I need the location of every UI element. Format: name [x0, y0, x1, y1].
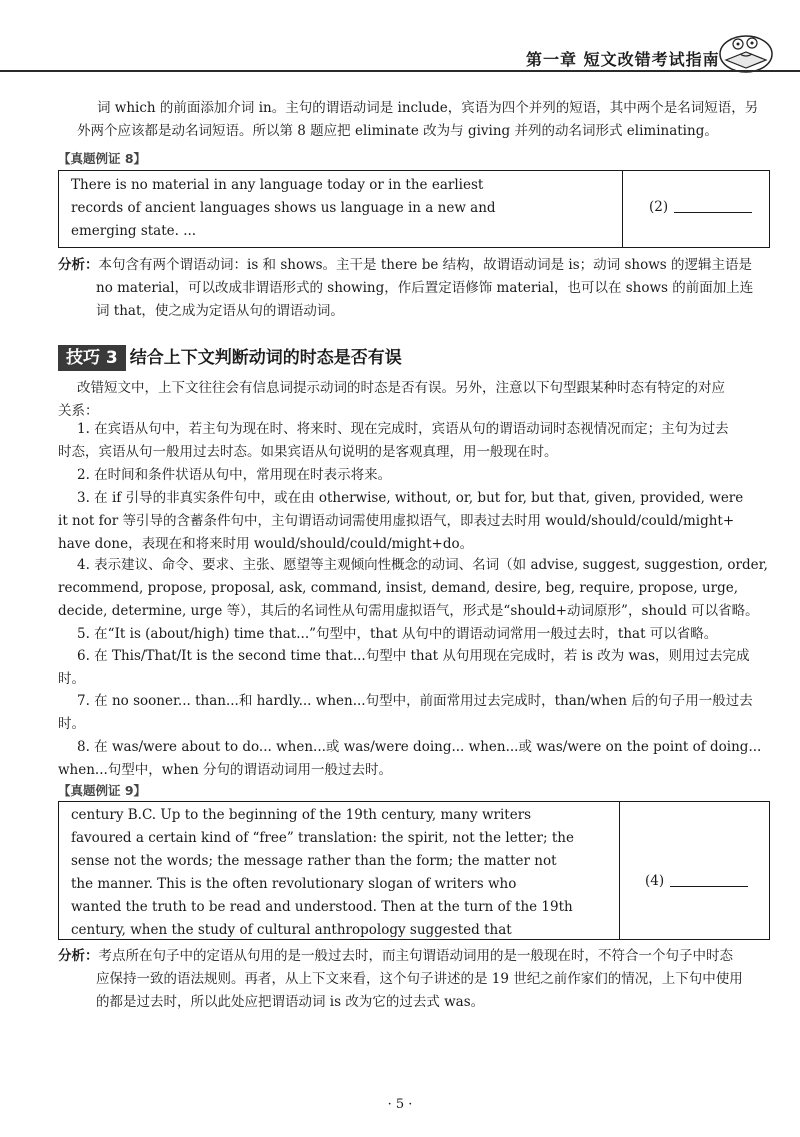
paragraph-line: 外两个应该都是动名词短语。所以第 8 题应把 eliminate 改为与 giving 并列的动名词形式 eliminating。 — [77, 123, 718, 139]
example-box — [58, 170, 770, 248]
rule-line: 3. 在 if 引导的非真实条件句中，或在由 otherwise, without, or, but for, but that, given, provided, were — [77, 490, 744, 506]
rule-line: recommend, propose, proposal, ask, command, insist, demand, desire, beg, require, propose, urge, — [58, 580, 739, 596]
rule-line: 8. 在 was/were about to do... when...或 was/were doing... when...或 was/were on the point of doing... — [77, 739, 762, 755]
section-badge: 技巧 3 — [58, 345, 126, 371]
example-tag: 【真题例证 8】 — [58, 151, 147, 166]
rule-item — [58, 418, 770, 464]
rule-item — [58, 690, 770, 736]
rule-item — [58, 645, 770, 691]
intro-line: 关系： — [58, 403, 99, 419]
example-text — [71, 804, 619, 942]
rule-item — [58, 623, 770, 646]
analysis-line: 的都是过去时，所以此处应把谓语动词 is 改为它的过去式 was。 — [96, 994, 485, 1010]
example-line: the manner. This is the often revolutionary slogan of writers who — [71, 876, 517, 892]
analysis-line: 考点所在句子中的定语从句用的是一般过去时，而主句谓语动词用的是一般现在时，不符合一个句子中时态 — [98, 948, 733, 964]
example-tag: 【真题例证 9】 — [58, 783, 147, 798]
blank-line — [670, 886, 748, 887]
rule-item — [58, 736, 770, 782]
paragraph-line: 词 which 的前面添加介词 in。主句的谓语动词是 include，宾语为四个并列的短语，其中两个是名词短语，另 — [97, 100, 759, 116]
rule-line: 6. 在 This/That/It is the second time that...句型中 that 从句用现在完成时，若 is 改为 was，则用过去完成 — [77, 648, 750, 664]
rule-line: it not for 等引导的含蓄条件句中，主句谓语动词需使用虚拟语气，即表过去时用 would/should/could/might+ — [58, 513, 735, 529]
analysis-line: 词 that，使之成为定语从句的谓语动词。 — [96, 303, 344, 319]
rule-item — [58, 487, 770, 556]
example-line: century, when the study of cultural anthropology suggested that — [71, 922, 512, 938]
rule-line: 1. 在宾语从句中，若主句为现在时、将来时、现在完成时，宾语从句的谓语动词时态视情况而定；主句为过去 — [77, 421, 729, 437]
header-rule — [0, 70, 800, 72]
rule-line: 7. 在 no sooner... than...和 hardly... when...句型中，前面常用过去完成时，than/when 后的句子用一般过去 — [77, 693, 753, 709]
rule-item — [58, 554, 770, 623]
rule-item — [58, 464, 770, 487]
rule-line: have done，表现在和将来时用 would/should/could/might+do。 — [58, 536, 474, 552]
example-line: century B.C. Up to the beginning of the 19th century, many writers — [71, 807, 532, 823]
rule-line: decide, determine, urge 等），其后的名词性从句需用虚拟语气，形式是“should+动词原形”，should 可以省略。 — [58, 603, 759, 619]
analysis-line: no material，可以改成非谓语形式的 showing，作后置定语修饰 material，也可以在 shows 的前面加上连 — [96, 280, 754, 296]
rule-line: 4. 表示建议、命令、要求、主张、愿望等主观倾向性概念的动词、名词（如 advise, suggest, suggestion, order, — [77, 557, 768, 573]
analysis-line: 应保持一致的语法规则。再者，从上下文来看，这个句子讲述的是 19 世纪之前作家们的情况，上下句中使用 — [96, 971, 743, 987]
rule-line: when...句型中，when 分句的谓语动词用一般过去时。 — [58, 762, 393, 778]
box-divider — [619, 802, 620, 939]
blank-line — [674, 212, 752, 213]
rule-line: 时。 — [58, 671, 85, 687]
chapter-title: 第一章 短文改错考试指南 — [526, 50, 720, 69]
example-box — [58, 801, 770, 940]
analysis-label: 分析： — [58, 257, 99, 273]
example-line: records of ancient languages shows us language in a new and — [71, 200, 496, 216]
section-title: 结合上下文判断动词的时态是否有误 — [129, 348, 402, 368]
example-line: sense not the words; the message rather than the form; the matter not — [71, 853, 557, 869]
example-line: wanted the truth to be read and understood. Then at the turn of the 19th — [71, 899, 573, 915]
section-heading — [58, 343, 402, 369]
analysis-label: 分析： — [58, 948, 99, 964]
blank-label: (2) — [649, 199, 669, 215]
analysis-line: 本句含有两个谓语动词：is 和 shows。主干是 there be 结构，故谓语动词是 is；动词 shows 的逻辑主语是 — [98, 257, 752, 273]
rule-line: 时。 — [58, 716, 85, 732]
analysis-block — [58, 254, 770, 323]
example-text — [71, 174, 621, 243]
example-line: emerging state. ... — [71, 223, 197, 239]
rule-line: 5. 在“It is (about/high) time that...”句型中，that 从句中的谓语动词常用一般过去时，that 可以省略。 — [77, 626, 718, 642]
rule-line: 时态，宾语从句一般用过去时态。如果宾语从句说明的是客观真理，用一般现在时。 — [58, 444, 558, 460]
rule-line: 2. 在时间和条件状语从句中，常用现在时表示将来。 — [77, 467, 392, 483]
page-number: · 5 · — [387, 1097, 413, 1112]
intro-line: 改错短文中，上下文往往会有信息词提示动词的时态是否有误。另外，注意以下句型跟某种时态有特定的对应 — [77, 380, 725, 396]
example-line: favoured a certain kind of “free” translation: the spirit, not the letter; the — [71, 830, 574, 846]
answer-blank — [649, 199, 752, 215]
example-line: There is no material in any language today or in the earliest — [71, 177, 484, 193]
book-logo-icon — [718, 30, 774, 74]
analysis-block — [58, 945, 770, 1014]
blank-label: (4) — [645, 873, 665, 889]
answer-blank — [645, 873, 748, 889]
box-divider — [622, 171, 623, 247]
